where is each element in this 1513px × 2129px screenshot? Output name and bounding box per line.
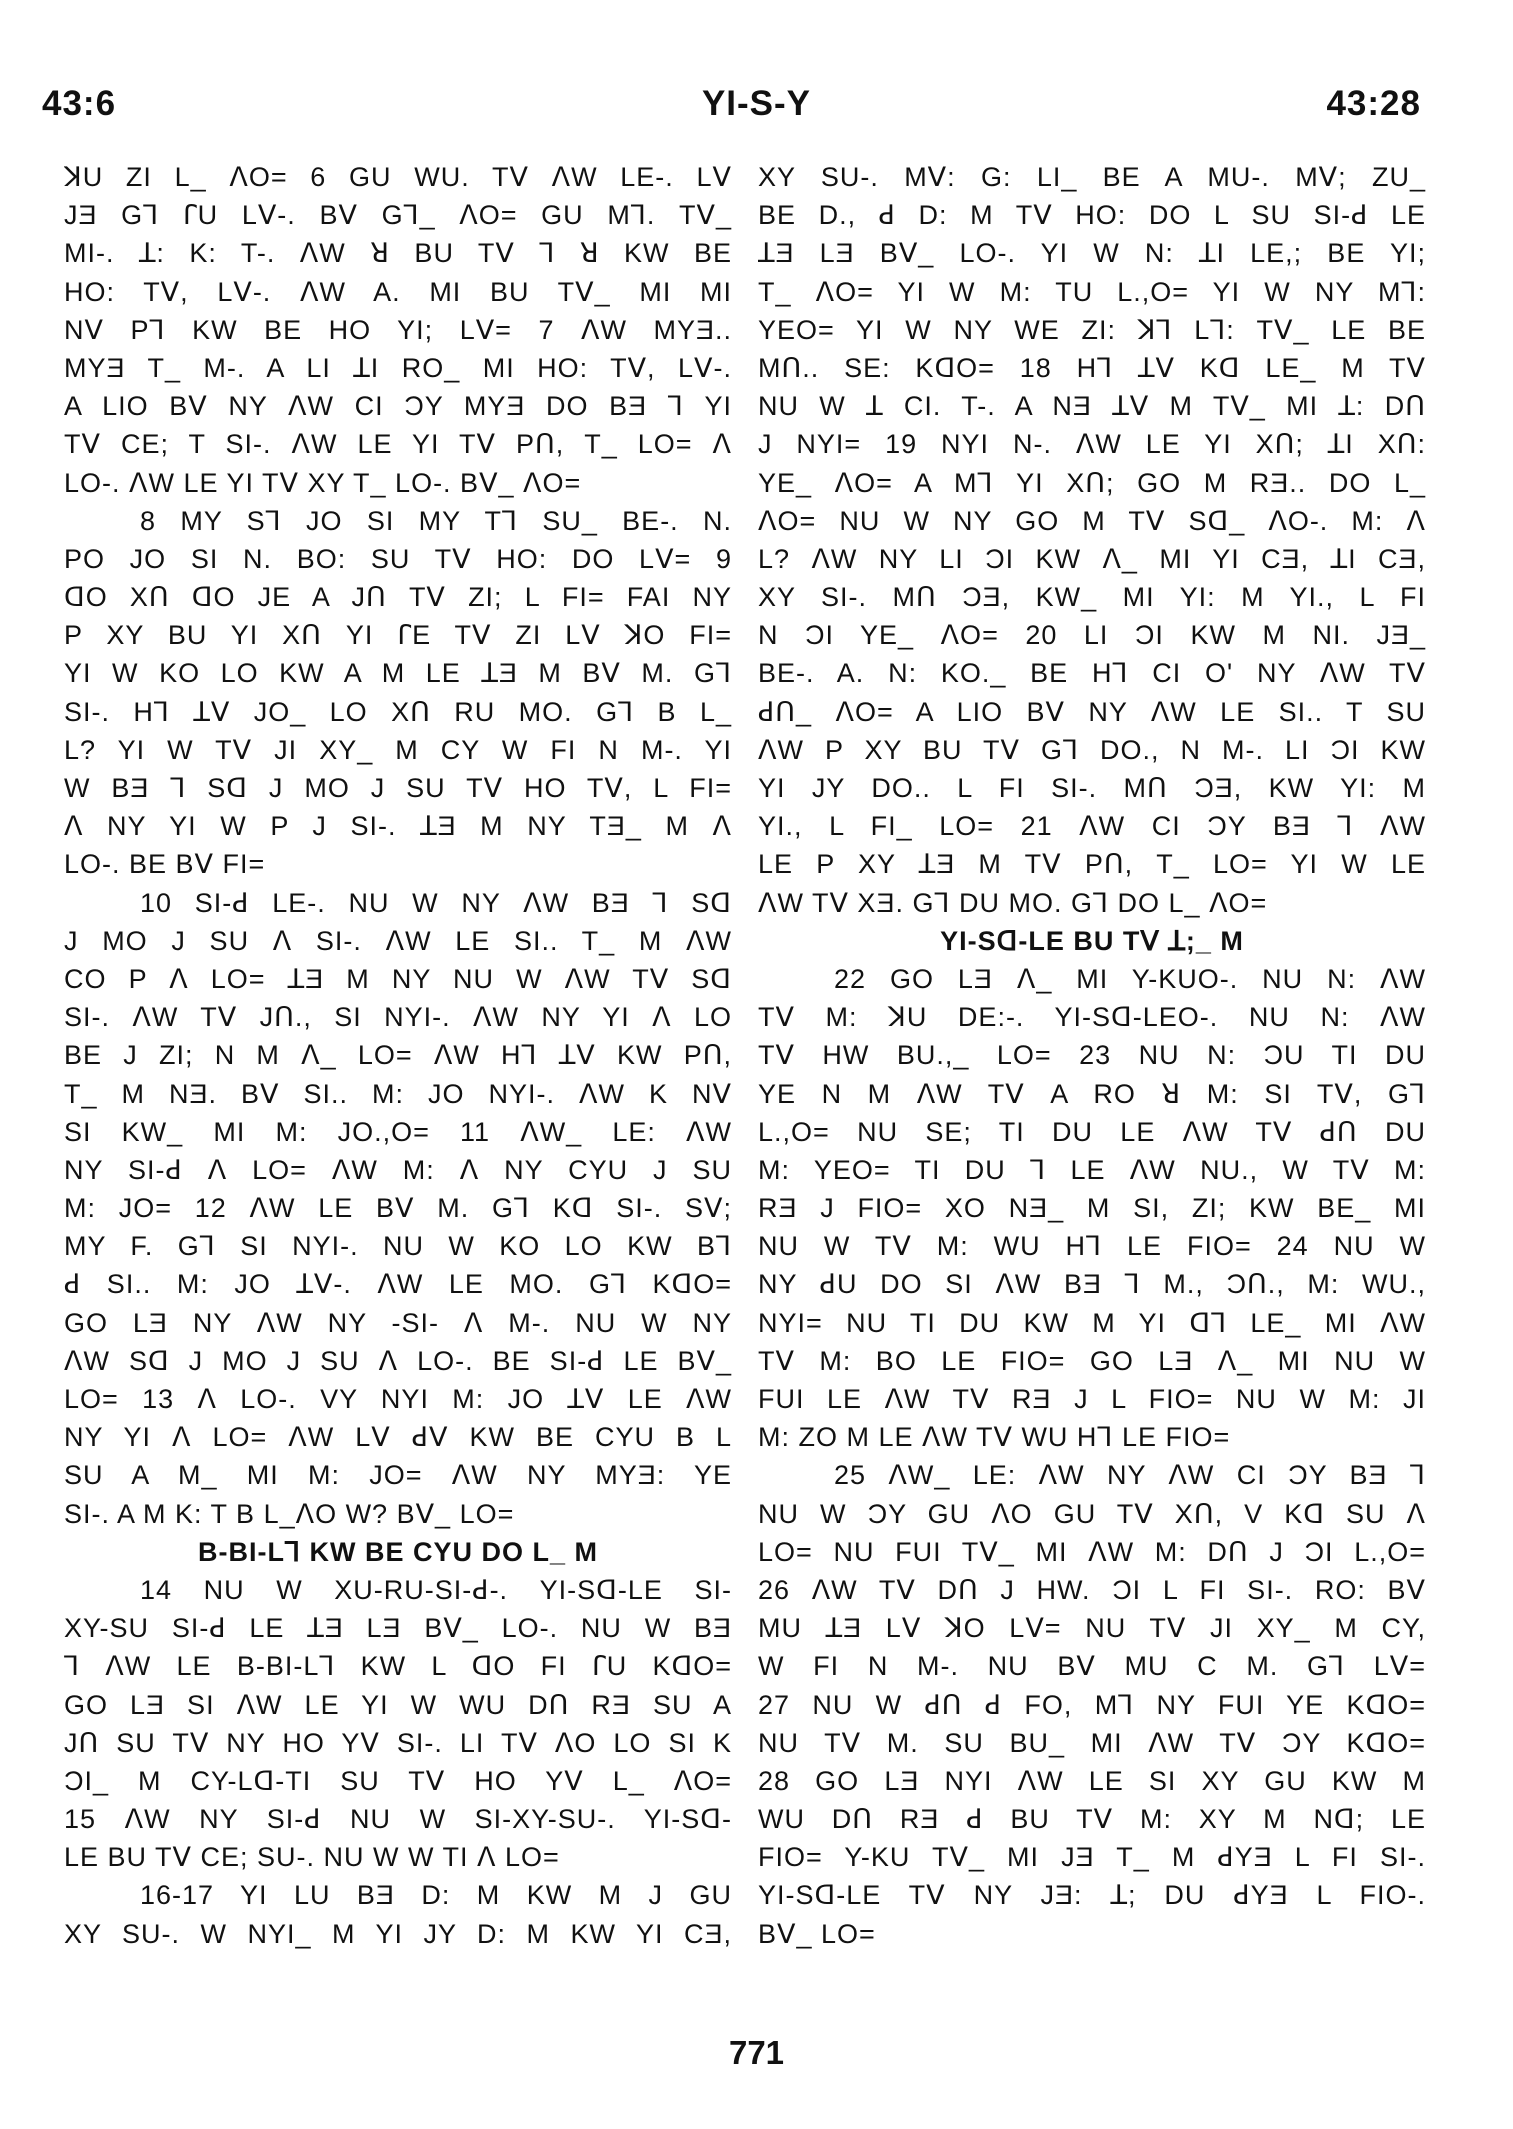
text-line: Tᐯ M: ꓘU DE:-. YI-Sᗡ-LEO-. NU N: ᐱW	[758, 1002, 1426, 1033]
text-line: ᐱO= NU W NY GO M Tᐯ Sᗡ_ ᐱO-. M: ᐱ	[758, 505, 1426, 536]
text-line: W BƎ ꓶ Sᗡ J MO J SU Tᐯ HO Tᐯ, L FI=	[64, 773, 732, 803]
text-line: MY F. Gꓶ SI NYI-. NU W KO LO KW Bꓶ	[64, 1231, 732, 1262]
text-line: L? ᐱW NY LI ƆI KW ᐱ_ MI YI CƎ, ꓕI CƎ,	[758, 543, 1426, 574]
text-line: SU A M_ MI M: JO= ᐱW NY MYƎ: YE	[64, 1460, 732, 1491]
text-line: XY SI-. Mꓵ ƆƎ, KW_ MI YI: M YI., L FI	[758, 582, 1426, 613]
text-line: WU Dꓵ RƎ ꓒ BU Tᐯ M: XY M Nᗡ; LE	[758, 1804, 1426, 1835]
text-line: L.,O= NU SE; TI DU LE ᐱW Tᐯ ꓒꓵ DU	[758, 1116, 1426, 1147]
text-line: FUI LE ᐱW Tᐯ RƎ J L FIO= NU W M: JI	[758, 1384, 1426, 1414]
paragraph-start-line: 25 ᐱW_ LE: ᐱW NY ᐱW CI ƆY BƎ ꓶ	[834, 1460, 1426, 1491]
text-line: 26 ᐱW Tᐯ Dꓵ J HW. ƆI L FI SI-. RO: Bᐯ	[758, 1574, 1426, 1605]
section-heading: YI-Sᗡ-LE BU Tᐯ ꓕ;_ M	[940, 925, 1244, 956]
text-line: ᐱ NY YI W P J SI-. ꓕƎ M NY TƎ_ M ᐱ	[64, 811, 732, 842]
text-line: LO-. ᐱW LE YI Tᐯ XY T_ LO-. Bᐯ_ ᐱO=	[64, 467, 582, 498]
text-line: NU W ƆY GU ᐱO GU Tᐯ Xꓵ, V Kᗡ SU ᐱ	[758, 1498, 1426, 1529]
text-column-right	[758, 158, 1426, 1953]
text-line: J NYI= 19 NYI N-. ᐱW LE YI Xꓵ; ꓕI Xꓵ:	[758, 429, 1426, 460]
text-line: NY SI-ꓒ ᐱ LO= ᐱW M: ᐱ NY CYU J SU	[64, 1154, 732, 1185]
text-line: MI-. ꓕ: K: T-. ᐱW ꓤ BU Tᐯ ꓶ ꓤ KW BE	[64, 238, 732, 269]
text-line: YI W KO LO KW A M LE ꓕƎ M Bᐯ M. Gꓶ	[64, 658, 732, 689]
text-line: Tᐯ M: BO LE FIO= GO LƎ ᐱ_ MI NU W	[758, 1345, 1426, 1376]
section-heading: B-BI-Lꓶ KW BE CYU DO L_ M	[197, 1536, 599, 1567]
text-line: YE_ ᐱO= A Mꓶ YI Xꓵ; GO M RƎ.. DO L_	[758, 467, 1426, 498]
text-line: JƎ Gꓶ ꓩU Lᐯ-. Bᐯ Gꓶ_ ᐱO= GU Mꓶ. Tᐯ_	[64, 200, 732, 231]
text-line: GO LƎ SI ᐱW LE YI W WU Dꓵ RƎ SU A	[64, 1689, 732, 1720]
text-line: GO LƎ NY ᐱW NY -SI- ᐱ M-. NU W NY	[64, 1307, 732, 1338]
paragraph-start-line: 10 SI-ꓒ LE-. NU W NY ᐱW BƎ ꓶ Sᗡ	[140, 887, 732, 918]
text-line: LO-. BE Bᐯ FI=	[64, 849, 266, 880]
text-line: YI., L FI_ LO= 21 ᐱW CI ƆY BƎ ꓶ ᐱW	[758, 811, 1426, 842]
text-line: A LIO Bᐯ NY ᐱW CI ƆY MYƎ DO BƎ ꓶ YI	[64, 391, 732, 422]
text-line: ꓘU ZI L_ ᐱO= 6 GU WU. Tᐯ ᐱW LE-. Lᐯ	[64, 162, 732, 192]
text-line: BE-. A. N: KO._ BE Hꓶ CI O' NY ᐱW Tᐯ	[758, 658, 1426, 689]
paragraph-start-line: 8 MY Sꓶ JO SI MY Tꓶ SU_ BE-. N.	[140, 505, 732, 536]
text-line: CO P ᐱ LO= ꓕƎ M NY NU W ᐱW Tᐯ Sᗡ	[64, 963, 732, 994]
text-line: N ƆI YE_ ᐱO= 20 LI ƆI KW M NI. JƎ_	[758, 620, 1426, 651]
text-line: HO: Tᐯ, Lᐯ-. ᐱW A. MI BU Tᐯ_ MI MI	[64, 276, 732, 307]
header-book-title: YI-S-Y	[701, 84, 812, 123]
text-line: 28 GO LƎ NYI ᐱW LE SI XY GU KW M	[758, 1765, 1426, 1796]
text-column-left	[64, 158, 732, 1953]
text-line: YE N M ᐱW Tᐯ A RO ꓤ M: SI Tᐯ, Gꓶ	[758, 1078, 1426, 1109]
text-line: ᐱW P XY BU Tᐯ Gꓶ DO., N M-. LI ƆI KW	[758, 734, 1426, 765]
text-line: RƎ J FIO= XO NƎ_ M SI, ZI; KW BE_ MI	[758, 1193, 1426, 1224]
text-line: ᐱW Sᗡ J MO J SU ᐱ LO-. BE SI-ꓒ LE Bᐯ_	[64, 1345, 732, 1376]
text-line: XY SU-. Mᐯ: G: LI_ BE A MU-. Mᐯ; ZU_	[758, 162, 1426, 192]
paragraph-start-line: 16-17 YI LU BƎ D: M KW M J GU	[140, 1880, 732, 1911]
text-line: Tᐯ HW BU.,_ LO= 23 NU N: ƆU TI DU	[758, 1040, 1426, 1071]
text-line: NY ꓒU DO SI ᐱW BƎ ꓶ M., Ɔꓵ., M: WU.,	[758, 1269, 1426, 1300]
text-line: ꓕƎ LƎ Bᐯ_ LO-. YI W N: ꓕI LE,; BE YI;	[758, 238, 1426, 269]
text-line: LE P XY ꓕƎ M Tᐯ Pꓵ, T_ LO= YI W LE	[758, 849, 1426, 880]
text-line: LO= NU FUI Tᐯ_ MI ᐱW M: Dꓵ J ƆI L.,O=	[758, 1536, 1426, 1567]
text-line: ꓒ SI.. M: JO ꓕᐯ-. ᐱW LE MO. Gꓶ KᗡO=	[64, 1269, 732, 1300]
text-line: P XY BU YI Xꓵ YI ꓩE Tᐯ ZI Lᐯ ꓘO FI=	[64, 620, 732, 651]
header-verse-range-end: 43:28	[1326, 84, 1421, 123]
text-line: SI-. Hꓶ ꓕᐯ JO_ LO Xꓵ RU MO. Gꓶ B L_	[64, 696, 732, 727]
text-line: NU Tᐯ M. SU BU_ MI ᐱW Tᐯ ƆY KᗡO=	[758, 1727, 1426, 1758]
text-line: NU W Tᐯ M: WU Hꓶ LE FIO= 24 NU W	[758, 1231, 1426, 1262]
text-line: ꓶ ᐱW LE B-BI-Lꓶ KW L ꓷO FI ꓩU KᗡO=	[64, 1651, 732, 1682]
text-line: SI-. A M K: T B L_ᐱO W? Bᐯ_ LO=	[64, 1498, 515, 1529]
text-line: LO= 13 ᐱ LO-. VY NYI M: JO ꓕᐯ LE ᐱW	[64, 1384, 732, 1414]
text-line: Tᐯ CE; T SI-. ᐱW LE YI Tᐯ Pꓵ, T_ LO= ᐱ	[64, 429, 732, 460]
text-line: 15 ᐱW NY SI-ꓒ NU W SI-XY-SU-. YI-Sᗡ-	[64, 1804, 732, 1835]
page-number: 771	[728, 2034, 785, 2071]
text-line: BE D., ꓒ D: M Tᐯ HO: DO L SU SI-ꓒ LE	[758, 200, 1426, 231]
text-line: ꓷO Xꓵ ꓷO JE A Jꓵ Tᐯ ZI; L FI= FAI NY	[64, 582, 732, 613]
text-line: Bᐯ_ LO=	[758, 1918, 876, 1949]
text-line: YI-Sᗡ-LE Tᐯ NY JƎ: ꓕ; DU ꓒYƎ L FIO-.	[758, 1880, 1426, 1911]
text-line: M: ZO M LE ᐱW Tᐯ WU Hꓶ LE FIO=	[758, 1422, 1231, 1453]
text-line: Nᐯ Pꓶ KW BE HO YI; Lᐯ= 7 ᐱW MYƎ..	[64, 314, 732, 345]
text-line: LE BU Tᐯ CE; SU-. NU W W TI ᐱ LO=	[64, 1842, 560, 1873]
text-line: PO JO SI N. BO: SU Tᐯ HO: DO Lᐯ= 9	[64, 543, 732, 574]
text-line: M: YEO= TI DU ꓶ LE ᐱW NU., W Tᐯ M:	[758, 1154, 1426, 1185]
text-line: ꓒꓵ_ ᐱO= A LIO Bᐯ NY ᐱW LE SI.. T SU	[758, 696, 1426, 727]
paragraph-start-line: 14 NU W XU-RU-SI-ꓒ-. YI-Sᗡ-LE SI-	[140, 1574, 732, 1605]
text-line: M: JO= 12 ᐱW LE Bᐯ M. Gꓶ Kᗡ SI-. Sᐯ;	[64, 1193, 732, 1224]
text-line: T_ ᐱO= YI W M: TU L.,O= YI W NY Mꓶ:	[758, 276, 1426, 307]
text-line: ƆI_ M CY-Lᗡ-TI SU Tᐯ HO Yᐯ L_ ᐱO=	[64, 1765, 732, 1796]
text-line: Jꓵ SU Tᐯ NY HO Yᐯ SI-. LI Tᐯ ᐱO LO SI K	[64, 1727, 732, 1758]
text-line: SI-. ᐱW Tᐯ Jꓵ., SI NYI-. ᐱW NY YI ᐱ LO	[64, 1002, 732, 1033]
text-line: W FI N M-. NU Bᐯ MU C M. Gꓶ Lᐯ=	[758, 1651, 1426, 1682]
paragraph-start-line: 22 GO LƎ ᐱ_ MI Y-KUO-. NU N: ᐱW	[834, 963, 1426, 994]
text-line: NU W ꓕ CI. T-. A NƎ ꓕᐯ M Tᐯ_ MI ꓕ: Dꓵ	[758, 391, 1426, 422]
text-line: YEO= YI W NY WE ZI: ꓘꓶ Lꓶ: Tᐯ_ LE BE	[758, 314, 1426, 345]
text-line: NYI= NU TI DU KW M YI ꓷꓶ LE_ MI ᐱW	[758, 1307, 1426, 1338]
header-verse-range-start: 43:6	[42, 84, 117, 123]
text-line: BE J ZI; N M ᐱ_ LO= ᐱW Hꓶ ꓕᐯ KW Pꓵ,	[64, 1040, 732, 1071]
text-line: XY SU-. W NYI_ M YI JY D: M KW YI CƎ,	[64, 1918, 732, 1949]
text-line: J MO J SU ᐱ SI-. ᐱW LE SI.. T_ M ᐱW	[64, 925, 732, 956]
text-line: YI JY DO.. L FI SI-. Mꓵ ƆƎ, KW YI: M	[758, 773, 1426, 803]
text-line: MYƎ T_ M-. A LI ꓕI RO_ MI HO: Tᐯ, Lᐯ-.	[64, 352, 732, 383]
text-line: Mꓵ.. SE: KᗡO= 18 Hꓶ ꓕᐯ Kᗡ LE_ M Tᐯ	[758, 352, 1426, 383]
text-line: XY-SU SI-ꓒ LE ꓕƎ LƎ Bᐯ_ LO-. NU W BƎ	[64, 1613, 732, 1644]
text-line: L? YI W Tᐯ JI XY_ M CY W FI N M-. YI	[64, 734, 732, 765]
text-line: T_ M NƎ. Bᐯ SI.. M: JO NYI-. ᐱW K Nᐯ	[64, 1078, 732, 1109]
text-line: ᐱW Tᐯ XƎ. Gꓶ DU MO. Gꓶ DO L_ ᐱO=	[758, 887, 1268, 918]
text-line: FIO= Y-KU Tᐯ_ MI JƎ T_ M ꓒYƎ L FI SI-.	[758, 1842, 1426, 1873]
text-line: MU ꓕƎ Lᐯ ꓘO Lᐯ= NU Tᐯ JI XY_ M CY,	[758, 1613, 1426, 1644]
text-line: 27 NU W ꓒꓵ ꓒ FO, Mꓶ NY FUI YE KᗡO=	[758, 1689, 1426, 1720]
text-line: SI KW_ MI M: JO.,O= 11 ᐱW_ LE: ᐱW	[64, 1116, 732, 1147]
text-line: NY YI ᐱ LO= ᐱW Lᐯ ꓒᐯ KW BE CYU B L	[64, 1422, 732, 1453]
